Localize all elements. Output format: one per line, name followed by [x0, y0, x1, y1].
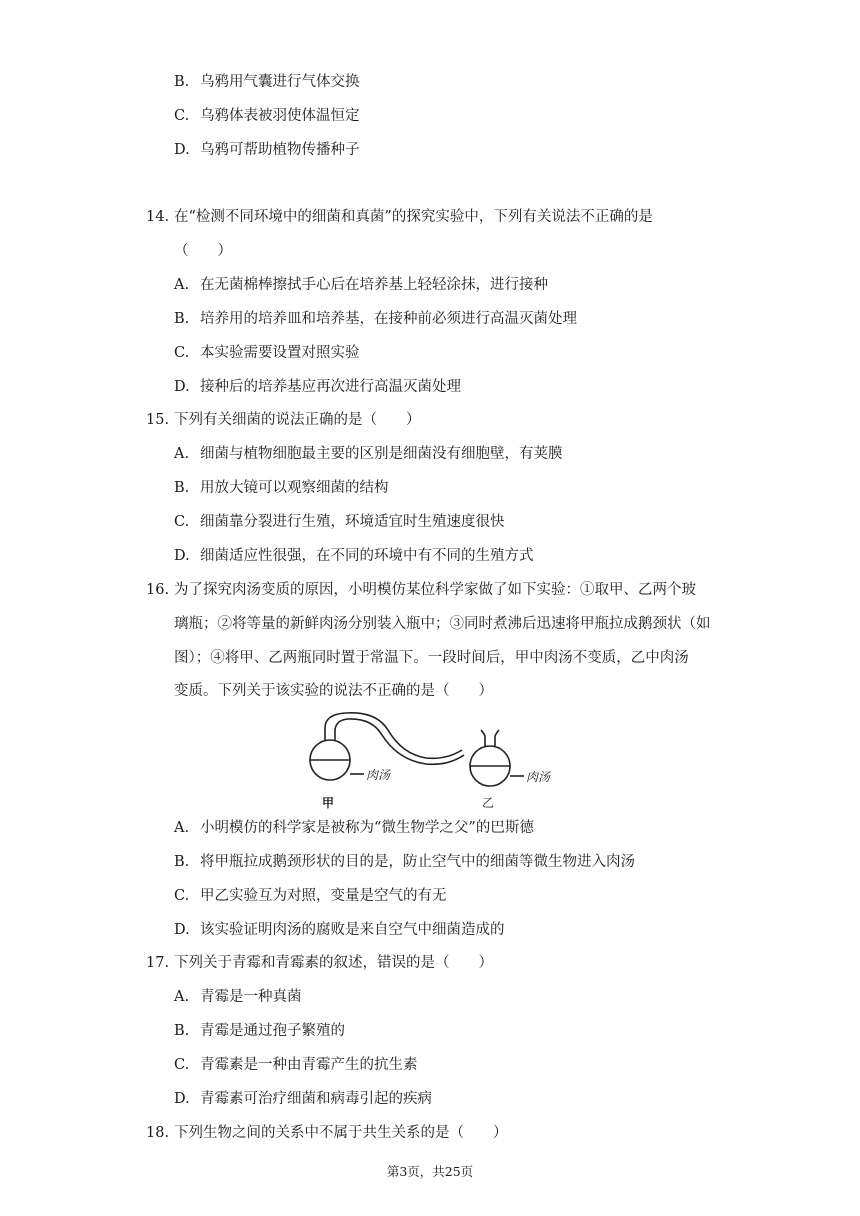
flask-jia-broth-label: 肉汤	[366, 768, 391, 782]
q18-number: 18.	[146, 1125, 170, 1141]
q15-option-a: A. 细菌与植物细胞最主要的区别是细菌没有细胞壁，有荚膜	[174, 446, 563, 462]
q16-stem-line-4: 变质。下列关于该实验的说法不正确的是（ ）	[174, 683, 493, 699]
flask-yi-label: 乙	[482, 796, 495, 810]
q14-number: 14.	[146, 209, 170, 225]
q17-option-d: D. 青霉素可治疗细菌和病毒引起的疾病	[174, 1091, 432, 1107]
q18-stem: 下列生物之间的关系中不属于共生关系的是（ ）	[174, 1125, 508, 1141]
q16-stem-line-3: 图）；④将甲、乙两瓶同时置于常温下。一段时间后，甲中肉汤不变质，乙中肉汤	[174, 650, 689, 666]
q16-option-d: D. 该实验证明肉汤的腐败是来自空气中细菌造成的	[174, 922, 505, 938]
q14-option-a: A. 在无菌棉棒擦拭手心后在培养基上轻轻涂抹，进行接种	[174, 277, 548, 293]
q13-option-c: C. 乌鸦体表被羽使体温恒定	[174, 108, 360, 124]
q14-option-d: D. 接种后的培养基应再次进行高温灭菌处理	[174, 379, 461, 395]
q16-option-a: A. 小明模仿的科学家是被称为“微生物学之父”的巴斯德	[174, 820, 534, 836]
q17-option-a: A. 青霉是一种真菌	[174, 989, 302, 1005]
q14-stem-line-1: 在“检测不同环境中的细菌和真菌”的探究实验中，下列有关说法不正确的是	[174, 209, 653, 225]
q17-stem: 下列关于青霉和青霉素的叙述，错误的是（ ）	[174, 955, 493, 971]
flask-jia-label: 甲	[322, 796, 335, 810]
q16-option-b: B. 将甲瓶拉成鹅颈形状的目的是，防止空气中的细菌等微生物进入肉汤	[174, 854, 635, 870]
flask-yi-neck-right	[495, 730, 499, 747]
q16-number: 16.	[146, 582, 170, 598]
swan-neck-flask-figure	[306, 708, 558, 812]
q13-option-b: B. 乌鸦用气囊进行气体交换	[174, 74, 360, 90]
q14-option-c: C. 本实验需要设置对照实验	[174, 345, 360, 361]
flask-yi-neck-left	[481, 730, 485, 747]
q15-option-c: C. 细菌靠分裂进行生殖，环境适宜时生殖速度很快	[174, 514, 505, 530]
flask-yi-broth-label: 肉汤	[526, 770, 551, 784]
q13-option-d: D. 乌鸦可帮助植物传播种子	[174, 142, 360, 158]
page-footer: 第3页，共25页	[386, 1164, 474, 1179]
q16-stem-line-2: 璃瓶；②将等量的新鲜肉汤分别装入瓶中；③同时煮沸后迅速将甲瓶拉成鹅颈状（如	[174, 616, 711, 632]
q17-option-b: B. 青霉是通过孢子繁殖的	[174, 1023, 345, 1039]
flask-yi	[470, 730, 524, 786]
q15-number: 15.	[146, 412, 170, 428]
q15-option-d: D. 细菌适应性很强，在不同的环境中有不同的生殖方式	[174, 548, 534, 564]
q17-number: 17.	[146, 955, 170, 971]
q14-option-b: B. 培养用的培养皿和培养基，在接种前必须进行高温灭菌处理	[174, 311, 577, 327]
q16-stem-line-1: 为了探究肉汤变质的原因，小明模仿某位科学家做了如下实验：①取甲、乙两个玻	[174, 582, 696, 598]
q15-stem: 下列有关细菌的说法正确的是（ ）	[174, 412, 421, 428]
q16-option-c: C. 甲乙实验互为对照，变量是空气的有无	[174, 888, 447, 904]
q14-stem-line-2: （ ）	[174, 243, 232, 259]
q17-option-c: C. 青霉素是一种由青霉产生的抗生素	[174, 1057, 418, 1073]
q15-option-b: B. 用放大镜可以观察细菌的结构	[174, 480, 389, 496]
